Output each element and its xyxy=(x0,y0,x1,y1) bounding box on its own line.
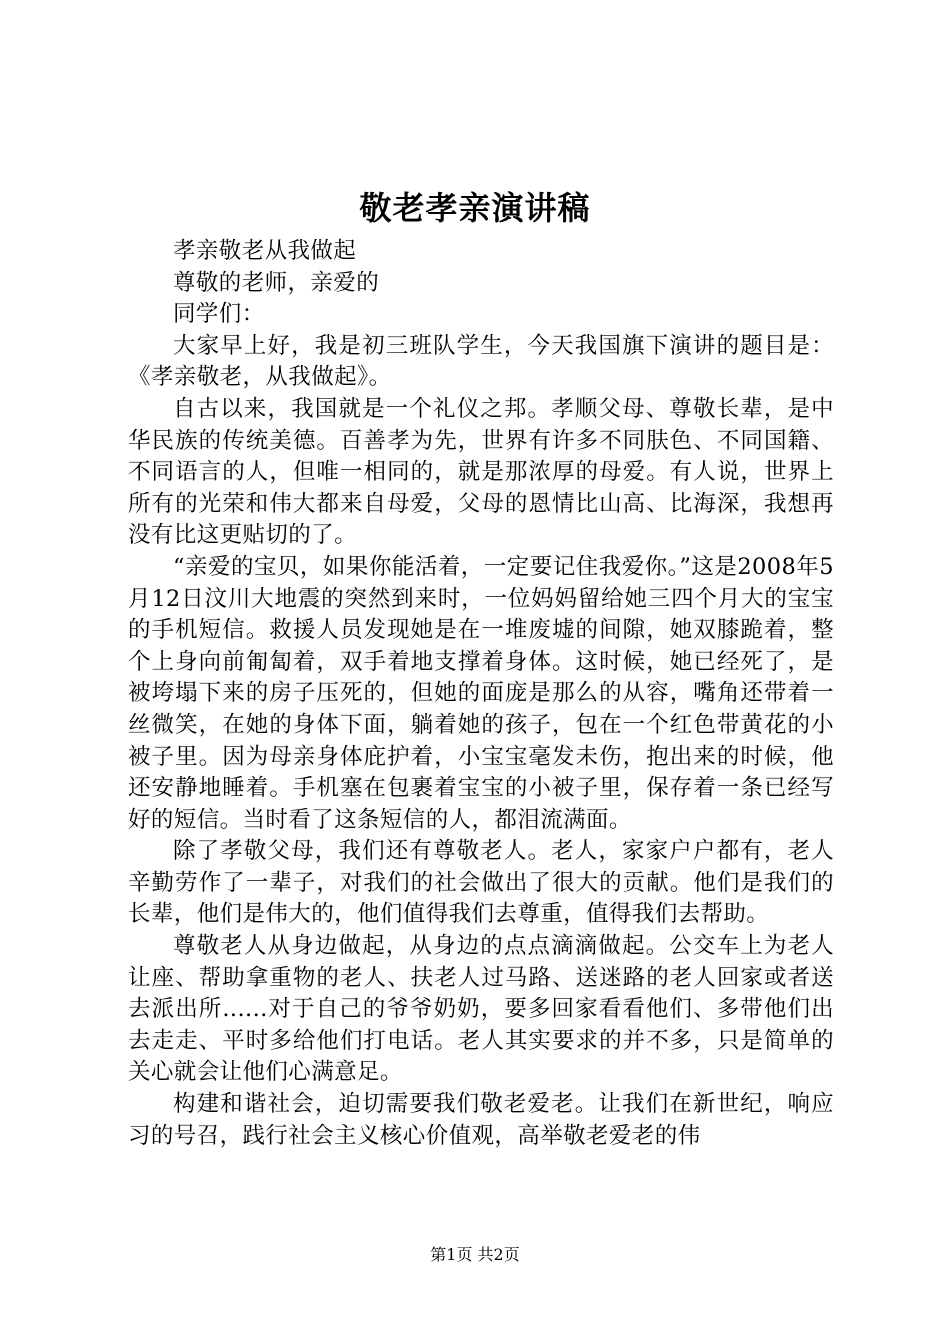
paragraph-salutation: 尊敬的老师，亲爱的 xyxy=(173,269,380,296)
paragraph-harmonious-society: 构建和谐社会，迫切需要我们敬老爱老。让我们在新世纪，响应习的号召，践行社会主义核心价值观，高举敬老爱老的伟 xyxy=(128,1091,834,1149)
paragraph-respect-elders: 除了孝敬父母，我们还有尊敬老人。老人，家家户户都有，老人辛勤劳作了一辈子，对我们的社会做出了很大的贡献。他们是我们的长辈，他们是伟大的，他们值得我们去尊重，值得我们去帮助。 xyxy=(128,838,834,928)
paragraph-daily-actions: 尊敬老人从身边做起，从身边的点点滴滴做起。公交车上为老人让座、帮助拿重物的老人、扶老人过马路、送迷路的老人回家或者送去派出所......对于自己的爷爷奶奶，要多回家看看他们、多带他们出去走走、平时多给他们打电话。老人其实要求的并不多，只是简单的关心就会让他们心满意足。 xyxy=(128,933,834,1086)
paragraph-greeting: 大家早上好，我是初三班队学生，今天我国旗下演讲的题目是：《孝亲敬老，从我做起》。 xyxy=(128,332,834,391)
page-footer: 第1页 共2页 xyxy=(430,1245,520,1264)
document-body xyxy=(128,236,834,1152)
paragraph-earthquake-story: “亲爱的宝贝，如果你能活着，一定要记住我爱你。”这是2008年5月12日汶川大地震的突然到来时，一位妈妈留给她三四个月大的宝宝的手机短信。救援人员发现她是在一堆废墟的间隙，她双膝跪着，整个上身向前匍匐着，双手着地支撑着身体。这时候，她已经死了，是被垮塌下来的房子压死的，但她的面庞是那么的从容，嘴角还带着一丝微笑，在她的身体下面，躺着她的孩子，包在一个红色带黄花的小被子里。因为母亲身体庇护着，小宝宝毫发未伤，抱出来的时候，他还安静地睡着。手机塞在包裹着宝宝的小被子里，保存着一条已经写好的短信。当时看了这条短信的人，都泪流满面。 xyxy=(128,553,834,833)
document-title: 敬老孝亲演讲稿 xyxy=(359,189,591,227)
paragraph-salutation-cont: 同学们： xyxy=(173,301,265,328)
paragraph-subtitle: 孝亲敬老从我做起 xyxy=(173,238,357,264)
paragraph-tradition: 自古以来，我国就是一个礼仪之邦。孝顺父母、尊敬长辈，是中华民族的传统美德。百善孝为先，世界有许多不同肤色、不同国籍、不同语言的人，但唯一相同的，就是那浓厚的母爱。有人说，世界上所有的光荣和伟大都来自母爱，父母的恩情比山高、比海深，我想再没有比这更贴切的了。 xyxy=(128,395,834,549)
